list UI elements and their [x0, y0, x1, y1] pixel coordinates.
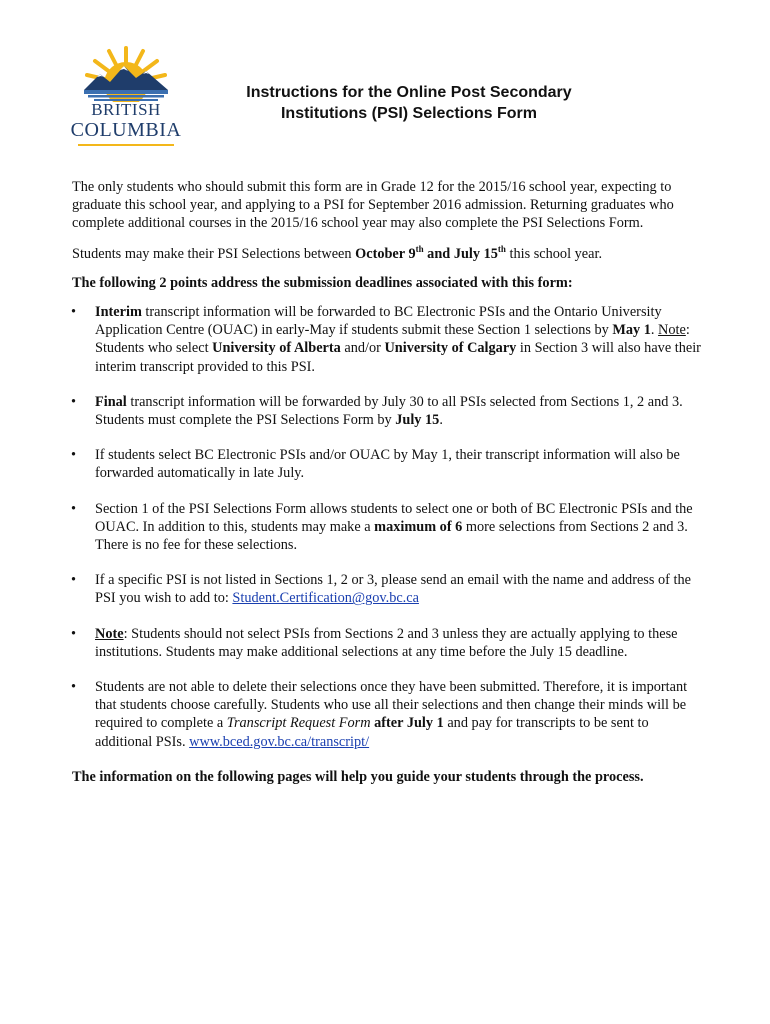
logo-underline — [78, 144, 174, 146]
list-item: • If a specific PSI is not listed in Sections 1, 2 or 3, please send an email with the name and address of the PSI you wish to add to: Student.Certification@gov.bc.ca — [71, 572, 691, 607]
transcript-link[interactable]: www.bced.gov.bc.ca/transcript/ — [189, 733, 370, 750]
water-band-2 — [88, 95, 164, 98]
bc-logo — [70, 44, 182, 150]
list-item: • If students select BC Electronic PSIs and/or OUAC by May 1, their transcript information will also be forwarded automatically in late July. — [71, 447, 680, 482]
title-line-2: Institutions (PSI) Selections Form — [280, 105, 538, 122]
list-item: • Note: Students should not select PSIs from Sections 2 and 3 unless they are actually applying to these institutions. Students may make additional selections at any time before the July 15 deadline. — [71, 625, 678, 660]
dates-suffix: this school year. — [505, 245, 603, 262]
list-item: • Section 1 of the PSI Selections Form allows students to select one or both of BC Electronic PSIs and the OUAC. In addition to this, students may make a maximum of 6 more selections from Sections 2 and 3. There is no fee for these selections. — [71, 500, 693, 554]
bullet-icon: • — [71, 393, 77, 410]
document-body — [72, 178, 704, 786]
bullet-icon: • — [71, 572, 77, 589]
intro-paragraph: The only students who should submit this form are in Grade 12 for the 2015/16 school year, expecting to graduate this school year, and applying to a PSI for September 2016 admission. Returning graduates who complete additional courses in the 2015/16 school year may also complete the PSI Selections Form. — [72, 179, 674, 232]
dates-prefix: Students may make their PSI Selections between — [72, 245, 356, 262]
closing-paragraph: The information on the following pages will help you guide your students through the process. — [72, 768, 644, 785]
email-link[interactable]: Student.Certification@gov.bc.ca — [232, 590, 419, 607]
logo-text-columbia: COLUMBIA — [70, 119, 182, 141]
bullet-icon: • — [71, 500, 77, 517]
logo-text-british: BRITISH — [91, 100, 161, 119]
bullet-icon: • — [71, 625, 77, 642]
note-label: Note — [658, 322, 686, 339]
deadlines-heading: The following 2 points address the submission deadlines associated with this form: — [72, 274, 573, 291]
dates-paragraph — [72, 245, 704, 263]
list-item: • Students are not able to delete their selections once they have been submitted. Therefore, it is important that students choose carefully. Students who use all their selections and then change their minds will be required to complete a Transcript Request Form after July 1 and pay for transcripts to be sent to additional PSIs. www.bced.gov.bc.ca/transcript/ — [71, 679, 688, 750]
bc-logo-emblem — [80, 44, 172, 102]
note-label: Note — [95, 625, 124, 642]
list-item: • Final transcript information will be forwarded by July 30 to all PSIs selected from Sections 1, 2 and 3. Students must complete the PSI Selections Form by July 15. — [71, 393, 683, 429]
title-line-1: Instructions for the Online Post Secondary — [246, 84, 572, 101]
bullet-icon: • — [71, 304, 77, 321]
page-title — [200, 82, 618, 124]
water-band-1 — [84, 90, 168, 94]
bullet-icon: • — [71, 447, 77, 464]
list-item: • Interim transcript information will be forwarded to BC Electronic PSIs and the Ontario University Application Centre (OUAC) in early-May if students submit these Section 1 selections by May 1. Note: Students who select University of Alberta and/or University of Calgary in Section 3 will also have their interim transcript provided to this PSI. — [71, 304, 701, 375]
dates-start: October 9th and July 15th — [355, 243, 506, 262]
instructions-list — [72, 303, 704, 751]
bullet-icon: • — [71, 679, 77, 696]
